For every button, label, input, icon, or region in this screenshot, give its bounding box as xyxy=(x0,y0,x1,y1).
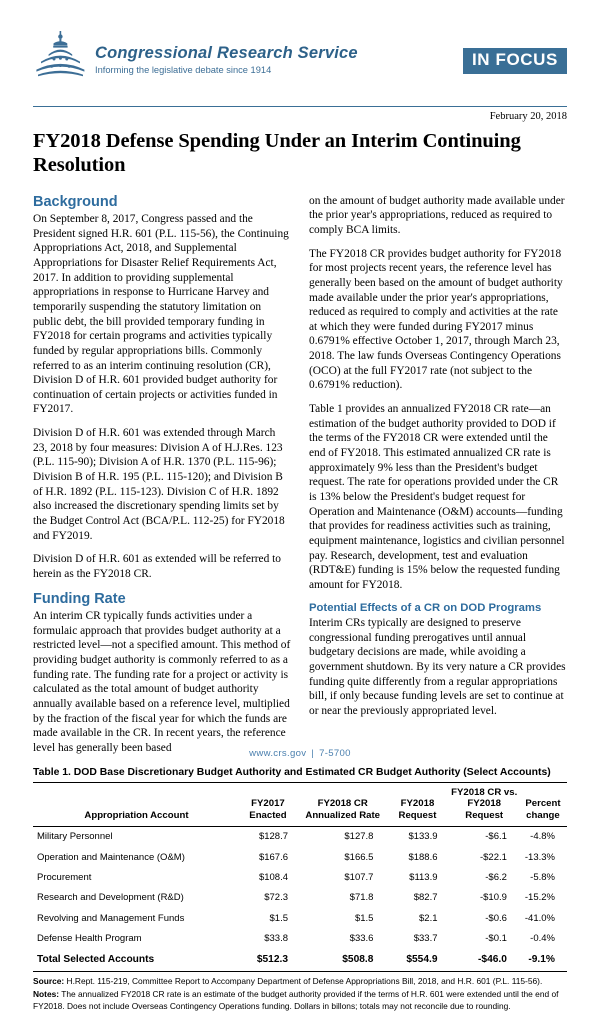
cell-account: Operation and Maintenance (O&M) xyxy=(37,851,185,863)
page-footer xyxy=(0,748,600,759)
cell-total-label: Total Selected Accounts xyxy=(37,954,155,966)
column-header-percent-change xyxy=(519,782,567,826)
cell-cr-annualized: $166.5 xyxy=(344,851,374,863)
cell-percent-change: -0.4% xyxy=(530,933,555,945)
col-l2: Enacted xyxy=(249,810,287,822)
right-column xyxy=(309,194,567,756)
table-row xyxy=(33,847,567,867)
heading-funding-rate: Funding Rate xyxy=(33,590,126,607)
table-section xyxy=(33,766,567,1012)
column-header-account-line1: Appropriation Account xyxy=(84,810,189,822)
cell-cr-annualized: $127.8 xyxy=(344,831,374,843)
heading-background: Background xyxy=(33,193,118,210)
table-header-row xyxy=(33,782,567,826)
cell-fy2018-request: $188.6 xyxy=(408,851,438,863)
cell-cr-annualized: $107.7 xyxy=(344,872,374,884)
footer-separator: | xyxy=(311,748,315,759)
cell-total-fy2017-enacted: $512.3 xyxy=(256,954,288,966)
cell-account: Research and Development (R&D) xyxy=(37,892,184,904)
body-columns xyxy=(33,194,567,756)
brand-text xyxy=(95,45,358,78)
cell-total-cr-vs-request: -$46.0 xyxy=(478,954,507,966)
cell-total-cr-annualized: $508.8 xyxy=(342,954,374,966)
cell-total-fy2018-request: $554.9 xyxy=(406,954,438,966)
column-header-fy2018-cr-annualized xyxy=(300,782,385,826)
table-notes xyxy=(33,976,567,1012)
brand-tagline: Informing the legislative debate since 1914 xyxy=(95,64,272,75)
table-row xyxy=(33,888,567,908)
cell-fy2017-enacted: $108.4 xyxy=(258,872,288,884)
masthead xyxy=(33,0,567,92)
col-l2: Annualized Rate xyxy=(305,810,381,822)
cell-fy2017-enacted: $128.7 xyxy=(258,831,288,843)
table-row xyxy=(33,929,567,949)
source-label: Source: xyxy=(33,976,65,987)
cell-account: Defense Health Program xyxy=(37,933,142,945)
col-l1: FY2018 xyxy=(400,798,435,810)
cell-fy2018-request: $33.7 xyxy=(413,933,438,945)
source-text: H.Rept. 115-219, Committee Report to Accompany Department of Defense Appropriations Bill, 2018, and H.R. 601 (P.L. 115-56). xyxy=(64,976,543,987)
cell-percent-change: -4.8% xyxy=(530,831,555,843)
publication-date: February 20, 2018 xyxy=(489,111,567,122)
paragraph-background-3: Division D of H.R. 601 as extended will be referred to herein as the FY2018 CR. xyxy=(33,553,282,581)
column-header-fy2018-request xyxy=(385,782,449,826)
col-l2: Request xyxy=(398,810,437,822)
cell-cr-vs-request: -$22.1 xyxy=(479,851,507,863)
cell-percent-change: -41.0% xyxy=(524,912,555,924)
col-l1: Percent xyxy=(525,798,561,810)
column-header-cr-vs-request xyxy=(450,782,519,826)
cell-cr-vs-request: -$6.2 xyxy=(485,872,507,884)
table-source xyxy=(33,976,567,988)
masthead-divider xyxy=(33,106,567,107)
column-header-account xyxy=(33,782,236,826)
col-l1: FY2017 xyxy=(251,798,285,810)
cell-fy2018-request: $82.7 xyxy=(413,892,438,904)
cell-fy2017-enacted: $72.3 xyxy=(264,892,288,904)
cell-cr-annualized: $33.6 xyxy=(349,933,374,945)
cell-fy2017-enacted: $167.6 xyxy=(258,851,288,863)
cell-account: Military Personnel xyxy=(37,831,113,843)
paragraph-funding-rate: An interim CR typically funds activities under a formulaic approach that provides budget authority at a restricted level—not a specified amount. This method of providing budget authority is commonly referred to as a funding rate. The funding rate for a project or activity is calculated as the total amount of budget authority annually available based on a reference level, multiplied by the fraction of the fiscal year for which the funds are made available in the CR. In recent years, the reference level has generally been based xyxy=(33,610,291,754)
table-caption: Table 1. DOD Base Discretionary Budget Authority and Estimated CR Budget Authority (Select Accounts) xyxy=(33,766,551,778)
in-focus-badge: IN FOCUS xyxy=(463,48,567,74)
heading-potential-effects: Potential Effects of a CR on DOD Programs xyxy=(309,601,542,614)
cell-cr-annualized: $71.8 xyxy=(349,892,374,904)
col-l1: FY2018 CR vs. xyxy=(451,786,518,798)
paragraph-right-1: on the amount of budget authority made available under the prior year's appropriations, reduced as required to comply BCA limits. xyxy=(309,194,565,236)
table-body xyxy=(33,826,567,972)
table-head xyxy=(33,782,567,826)
cell-percent-change: -15.2% xyxy=(524,892,555,904)
table-note xyxy=(33,989,567,1012)
cell-total-percent-change: -9.1% xyxy=(528,954,555,966)
cell-fy2017-enacted: $33.8 xyxy=(264,933,288,945)
crs-phone: 7-5700 xyxy=(319,748,351,759)
crs-website-link[interactable]: www.crs.gov xyxy=(249,748,307,759)
table-total-row xyxy=(33,949,567,972)
column-header-fy2017-enacted xyxy=(236,782,300,826)
cell-cr-vs-request: -$10.9 xyxy=(479,892,507,904)
paragraph-potential-effects: Interim CRs typically are designed to preserve congressional funding prerogatives until annual budgetary decisions are made, while avoiding a government shutdown. By its very nature a CR provides funding quite differently from a regular appropriations bill, if only because funding levels are set to continue at or near the previously appropriated level. xyxy=(309,617,566,718)
brand-name: Congressional Research Service xyxy=(95,43,358,62)
cell-fy2018-request: $113.9 xyxy=(409,872,438,884)
cell-account: Revolving and Management Funds xyxy=(37,912,185,924)
paragraph-background-1: On September 8, 2017, Congress passed and the President signed H.R. 601 (P.L. 115-56), the Continuing Appropriations Act, 2018, and Supplemental Appropriations for Disaster Relief Requirements Act, 2017. In addition to providing supplemental appropriations in response to Hurricane Harvey and temporarily suspending the statutory limitation on public debt, the bill provided temporary funding in FY2018 for certain programs and activities typically funded by regular appropriations bills. Commonly referred to as an interim continuing resolution (CR), Division D of H.R. 601 provided budget authority for continuation of certain projects or activities funded in FY2017. xyxy=(33,212,289,416)
notes-label: Notes: xyxy=(33,988,60,999)
table-row xyxy=(33,908,567,928)
cell-cr-vs-request: -$0.1 xyxy=(485,933,507,945)
col-l2: change xyxy=(526,810,560,822)
paragraph-background-2: Division D of H.R. 601 was extended through March 23, 2018 by four measures: Division A of H.J.Res. 123 (P.L. 115-90); Division A of H.R. 1370 (P.L. 115-96); Division B of H.R. 195 (P.L. 115-120); and Division B of H.R. 1892 (P.L. 115-123). Division C of H.R. 1892 also increased the discretionary spending limits set by the Budget Control Act (BCA/P.L. 112-25) for FY2018 and FY2019. xyxy=(33,427,285,542)
paragraph-right-2: The FY2018 CR provides budget authority for FY2018 for most projects recent years, the reference level has generally been based on the amount of budget authority made available under the prior year's appropriations, reduced as required to comply and activities at the rate at which they were funded during FY2017 minus 0.6791% effective October 1, 2017, through March 23, 2018. The law funds Overseas Contingency Operations (OCO) at the full FY2017 rate (not subject to the 0.6791% reduction). xyxy=(309,247,563,392)
table-row xyxy=(33,826,567,847)
cell-fy2018-request: $2.1 xyxy=(419,912,438,924)
cell-account: Procurement xyxy=(37,872,92,884)
cell-cr-annualized: $1.5 xyxy=(354,912,374,924)
cell-percent-change: -5.8% xyxy=(530,872,555,884)
cell-fy2017-enacted: $1.5 xyxy=(269,912,288,924)
cell-percent-change: -13.3% xyxy=(524,851,555,863)
dod-budget-table xyxy=(33,782,567,973)
page-title: FY2018 Defense Spending Under an Interim Continuing Resolution xyxy=(33,129,521,176)
cell-fy2018-request: $133.9 xyxy=(408,831,438,843)
crs-brand xyxy=(33,30,358,78)
table-row xyxy=(33,868,567,888)
cell-cr-vs-request: -$0.6 xyxy=(485,912,507,924)
left-column xyxy=(33,194,291,756)
col-l1: FY2018 CR xyxy=(317,798,368,810)
paragraph-right-3: Table 1 provides an annualized FY2018 CR rate—an estimation of the budget authority provided to DOD if the terms of the FY2018 CR were extended until the end of FY2018. This estimated annualized CR rate is approximately 9% less than the President's budget request. The rate for operations provided under the CR is 13% below the President's budget request for Operation and Maintenance (O&M) accounts—funding that provides for readiness activities such as training, equipment maintenance, logistics and civilian personnel pay. Research, development, test and evaluation (RDT&E) funding is 15% below the requested funding amount for FY2018. xyxy=(309,403,565,591)
cell-cr-vs-request: -$6.1 xyxy=(485,831,507,843)
capitol-dome-icon xyxy=(33,30,89,78)
notes-text: The annualized FY2018 CR rate is an estimate of the budget authority provided if the terms of H.R. 601 were extended until the end of FY2018. Does not include Overseas Contingency Operations funding. Dollars in billons; totals may not reconcile due to rounding. xyxy=(33,988,559,1011)
col-l2: FY2018 Request xyxy=(465,798,504,822)
